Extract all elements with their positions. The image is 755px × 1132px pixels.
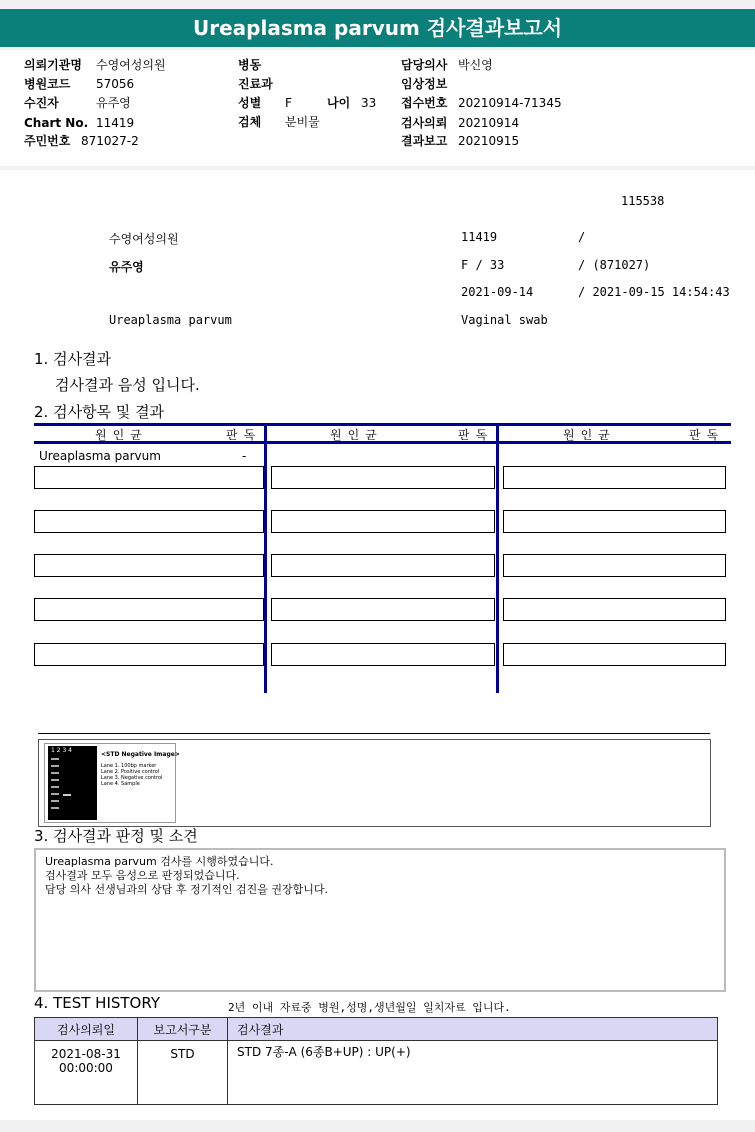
section-2-title: 2. 검사항목 및 결과 — [34, 403, 165, 421]
report-specimen: Vaginal swab — [461, 313, 548, 327]
section-3-title: 3. 검사결과 판정 및 소견 — [34, 827, 198, 845]
section-4-title: 4. TEST HISTORY — [34, 994, 160, 1012]
patient-label: 수진자 — [24, 96, 59, 110]
opinion-box — [34, 848, 726, 992]
report-label: 결과보고 — [401, 134, 448, 148]
ward-row — [238, 56, 261, 74]
ward-label: 병동 — [238, 58, 262, 72]
chart-value: 11419 — [96, 116, 135, 130]
grid-divider-2 — [496, 423, 499, 693]
request-label: 검사의뢰 — [401, 116, 448, 130]
history-header-row — [35, 1018, 718, 1041]
result-box — [271, 598, 495, 621]
result-box — [271, 554, 495, 577]
hospital-code-label: 병원코드 — [24, 77, 71, 91]
history-table — [34, 1017, 718, 1105]
result-box — [503, 554, 726, 577]
age-label: 나이 — [327, 96, 351, 110]
result-box — [503, 466, 726, 489]
result-box — [271, 510, 495, 533]
institution-label: 의뢰기관명 — [24, 58, 82, 72]
result-box — [503, 598, 726, 621]
history-col-date: 검사의뢰일 — [35, 1018, 138, 1041]
gel-legend — [101, 763, 162, 787]
result-box — [34, 510, 264, 533]
institution-row — [24, 56, 166, 74]
patient-row — [24, 94, 131, 112]
col-pathogen-2: 원인균 — [330, 428, 383, 442]
history-date-cell — [35, 1041, 138, 1105]
clinical-row — [401, 75, 447, 93]
doctor-row — [401, 56, 493, 74]
history-note: 2년 이내 자료중 병원,성명,생년월일 일치자료 입니다. — [228, 1001, 511, 1014]
report-id: 115538 — [621, 194, 665, 208]
gel-title: <STD Negative Image> — [101, 751, 180, 758]
history-time: 00:00:00 — [59, 1061, 113, 1075]
receipt-value: 20210914-71345 — [458, 96, 562, 110]
receipt-row — [401, 94, 562, 112]
gel-image — [44, 743, 180, 823]
doctor-value: 박신영 — [458, 58, 493, 72]
report-page — [0, 170, 755, 1120]
result-box — [271, 643, 495, 666]
report-institution: 수영여성의원 — [109, 232, 179, 246]
report-slash: / — [578, 230, 586, 244]
resident-row — [24, 132, 139, 150]
result-box — [503, 510, 726, 533]
resident-value: 871027-2 — [81, 134, 139, 148]
gel-picture — [48, 746, 97, 820]
result-box — [34, 643, 264, 666]
col-pathogen-3: 원인균 — [563, 428, 616, 442]
receipt-label: 접수번호 — [401, 96, 448, 110]
opinion-line: 검사결과 모두 음성으로 판정되었습니다. — [45, 869, 240, 882]
report-patient: 유주영 — [109, 260, 144, 274]
result-box — [34, 554, 264, 577]
chart-row — [24, 114, 134, 132]
gel-legend-item: Lane 3. Negative control — [101, 775, 163, 781]
dept-label: 진료과 — [238, 77, 273, 91]
history-col-type: 보고서구분 — [138, 1018, 228, 1041]
report-value: 20210915 — [458, 134, 520, 148]
hospital-code-value: 57056 — [96, 77, 135, 91]
gel-legend-item: Lane 4. Sample — [101, 781, 140, 787]
report-chart: 11419 — [461, 230, 498, 244]
clinical-label: 임상정보 — [401, 77, 448, 91]
divider-line — [38, 733, 710, 734]
grid-divider-1 — [264, 423, 267, 693]
table-row — [35, 1041, 718, 1105]
gel-legend-item: Lane 1. 100bp marker — [101, 763, 157, 769]
specimen-value: 분비물 — [285, 115, 320, 129]
report-row — [401, 132, 519, 150]
opinion-line: 담당 의사 선생님과의 상담 후 정기적인 검진을 권장합니다. — [45, 883, 328, 896]
col-judgment-1: 판독 — [226, 428, 262, 442]
gel-legend-item: Lane 2. Positive control — [101, 769, 160, 775]
resident-label: 주민번호 — [24, 134, 71, 148]
result-box — [34, 598, 264, 621]
col-judgment-2: 판독 — [458, 428, 494, 442]
report-datetime: / 2021-09-15 14:54:43 — [578, 285, 730, 299]
history-date: 2021-08-31 — [51, 1047, 121, 1061]
hospital-code-row — [24, 75, 134, 93]
request-value: 20210914 — [458, 116, 520, 130]
col-judgment-3: 판독 — [689, 428, 725, 442]
chart-label: Chart No. — [24, 116, 89, 130]
report-header — [0, 50, 755, 166]
history-col-result: 검사결과 — [228, 1018, 718, 1041]
opinion-line: Ureaplasma parvum 검사를 시행하였습니다. — [45, 855, 274, 868]
result-box — [271, 466, 495, 489]
gel-lane-numbers: 1 2 3 4 — [51, 747, 72, 754]
report-title: Ureaplasma parvum 검사결과보고서 — [0, 9, 755, 47]
sex-row — [238, 94, 376, 112]
specimen-row — [238, 113, 320, 131]
result-value: - — [242, 449, 247, 463]
report-sex-age: F / 33 — [461, 258, 505, 272]
section-1-text: 검사결과 음성 입니다. — [55, 376, 200, 394]
sex-value: F — [285, 96, 292, 110]
history-result: STD 7종-A (6종B+UP) : UP(+) — [228, 1041, 718, 1105]
report-birth: / (871027) — [578, 258, 651, 272]
result-pathogen: Ureaplasma parvum — [39, 449, 161, 463]
col-pathogen-1: 원인균 — [95, 428, 148, 442]
age-value: 33 — [361, 96, 377, 110]
section-1-title: 1. 검사결과 — [34, 350, 112, 368]
patient-value: 유주영 — [96, 96, 131, 110]
result-box — [503, 643, 726, 666]
sex-label: 성별 — [238, 96, 262, 110]
report-request-date: 2021-09-14 — [461, 285, 534, 299]
doctor-label: 담당의사 — [401, 58, 448, 72]
report-test: Ureaplasma parvum — [109, 313, 232, 327]
institution-value: 수영여성의원 — [96, 58, 166, 72]
dept-row — [238, 75, 273, 93]
request-row — [401, 114, 519, 132]
specimen-label: 검체 — [238, 115, 262, 129]
result-box — [34, 466, 264, 489]
history-type: STD — [138, 1041, 228, 1105]
